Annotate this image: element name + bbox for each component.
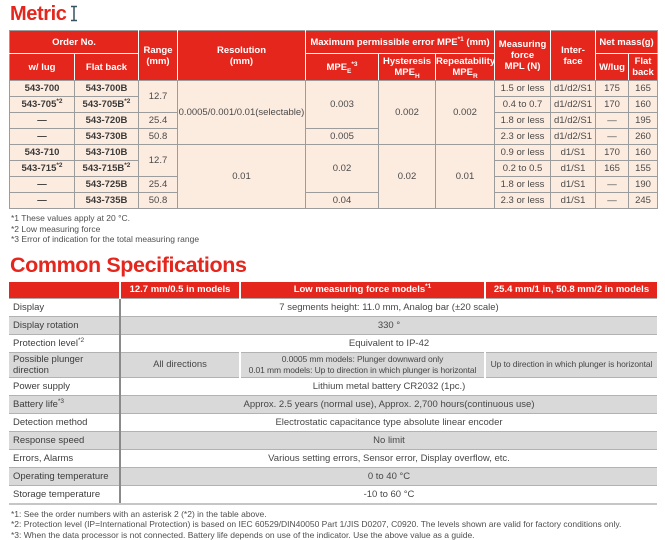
blank-header-cell bbox=[9, 282, 120, 299]
cell-mass-flat: 155 bbox=[629, 161, 658, 177]
measuring-force-header: Measuring force MPL (N) bbox=[495, 31, 551, 81]
table-row bbox=[9, 467, 657, 485]
table-row bbox=[10, 81, 658, 97]
spec-value: No limit bbox=[120, 431, 657, 449]
cell-force: 2.3 or less bbox=[495, 193, 551, 209]
order-asterisk: *2 bbox=[124, 162, 130, 169]
cell-range: 12.7 bbox=[139, 81, 178, 113]
text-cursor-icon bbox=[69, 5, 79, 27]
net-mass-header: Net mass(g) bbox=[596, 31, 658, 54]
cell-mpe: 0.04 bbox=[306, 193, 379, 209]
cell-order-flat: 543-730B bbox=[75, 129, 139, 145]
spec-label: Response speed bbox=[9, 431, 120, 449]
cell-range: 25.4 bbox=[139, 113, 178, 129]
table-row bbox=[9, 377, 657, 395]
table-row bbox=[10, 129, 658, 145]
cell-force: 0.4 to 0.7 bbox=[495, 97, 551, 113]
table-row bbox=[9, 431, 657, 449]
table-row bbox=[10, 145, 658, 161]
cell-interface: d1/S1 bbox=[551, 161, 596, 177]
cell-mpe: 0.003 bbox=[306, 81, 379, 129]
cell-interface: d1/d2/S1 bbox=[551, 97, 596, 113]
cell-mass-flat: 245 bbox=[629, 193, 658, 209]
spec-value-127-models: All directions bbox=[120, 352, 240, 377]
cell-interface: d1/S1 bbox=[551, 145, 596, 161]
cell-order-lug: — bbox=[10, 113, 75, 129]
cell-resolution: 0.0005/0.001/0.01(selectable) bbox=[178, 81, 306, 145]
order-no-header: Order No. bbox=[10, 31, 139, 54]
table-row bbox=[10, 193, 658, 209]
low-force-models-header: Low measuring force models$^{*1}$ bbox=[240, 282, 485, 299]
repeatability-header: Repeatability $MPE_R$ bbox=[436, 54, 495, 81]
spec-label: Power supply bbox=[9, 377, 120, 395]
spec-label: Possible plunger direction bbox=[9, 352, 120, 377]
models-127-header: 12.7 mm/0.5 in models bbox=[120, 282, 240, 299]
hysteresis-header: Hysteresis $MPE_H$ bbox=[379, 54, 436, 81]
mpee-header: $MPE_E^{*3}$ bbox=[306, 54, 379, 81]
spec-label: Display bbox=[9, 298, 120, 316]
cell-range: 12.7 bbox=[139, 145, 178, 177]
cell-force: 1.8 or less bbox=[495, 113, 551, 129]
cell-interface: d1/S1 bbox=[551, 177, 596, 193]
spec-value: 330 ° bbox=[120, 316, 657, 334]
cell-order-flat: 543-700B bbox=[75, 81, 139, 97]
cell-interface: d1/d2/S1 bbox=[551, 81, 596, 97]
cell-mass-lug: 165 bbox=[596, 161, 629, 177]
order-asterisk: *2 bbox=[56, 162, 62, 169]
spec-value: Approx. 2.5 years (normal use), Approx. 2,700 hours(continuous use) bbox=[120, 395, 657, 413]
spec-label: Detection method bbox=[9, 413, 120, 431]
spec-label: Display rotation bbox=[9, 316, 120, 334]
table-row bbox=[9, 352, 657, 377]
cell-order-lug: 543-710 bbox=[10, 145, 75, 161]
spec-label: Battery life$^{*3}$ bbox=[9, 395, 120, 413]
metric-header-row-1 bbox=[10, 31, 658, 54]
cell-mass-lug: 170 bbox=[596, 145, 629, 161]
cell-mass-lug: — bbox=[596, 193, 629, 209]
spec-label: Errors, Alarms bbox=[9, 449, 120, 467]
cell-mass-lug: — bbox=[596, 177, 629, 193]
cell-mass-flat: 195 bbox=[629, 113, 658, 129]
cell-mpe: 0.005 bbox=[306, 129, 379, 145]
spec-value: Lithium metal battery CR2032 (1pc.) bbox=[120, 377, 657, 395]
cell-mass-flat: 190 bbox=[629, 177, 658, 193]
cell-order-flat: 543-725B bbox=[75, 177, 139, 193]
cell-force: 1.8 or less bbox=[495, 177, 551, 193]
footnote: *1 These values apply at 20 °C. bbox=[11, 213, 657, 224]
mass-flat-back-header: Flat back bbox=[629, 54, 658, 81]
cell-mpe: 0.02 bbox=[306, 145, 379, 193]
cell-order-lug: 543-705$^{*2}$ bbox=[10, 97, 75, 113]
spec-value: 7 segments height: 11.0 mm, Analog bar (±20 scale) bbox=[120, 298, 657, 316]
table-row bbox=[9, 334, 657, 352]
cell-force: 0.9 or less bbox=[495, 145, 551, 161]
cell-mass-flat: 165 bbox=[629, 81, 658, 97]
cell-hysteresis: 0.002 bbox=[379, 81, 436, 145]
common-section-title: Common Specifications bbox=[10, 253, 657, 278]
cell-order-lug: 543-700 bbox=[10, 81, 75, 97]
spec-label: Storage temperature bbox=[9, 485, 120, 504]
cell-order-flat: 543-735B bbox=[75, 193, 139, 209]
cell-repeatability: 0.002 bbox=[436, 81, 495, 145]
cell-interface: d1/d2/S1 bbox=[551, 129, 596, 145]
footnote: *2: Protection level (IP=International Protection) is based on IEC 60529/DIN40050 Part 1/JIS D0207, C0920. The levels shown are valid for factory conditions only. bbox=[11, 519, 657, 530]
cell-mass-lug: 175 bbox=[596, 81, 629, 97]
spec-label: Protection level$^{*2}$ bbox=[9, 334, 120, 352]
common-footnotes bbox=[11, 509, 657, 540]
mpe-group-header: Maximum permissible error MPE$^{*1}$ (mm) bbox=[306, 31, 495, 54]
cell-order-flat: $543-715B^{*2}$ bbox=[75, 161, 139, 177]
cell-interface: d1/S1 bbox=[551, 193, 596, 209]
footnote: *1: See the order numbers with an asterisk 2 (*2) in the table above. bbox=[11, 509, 657, 520]
metric-title-row bbox=[9, 3, 657, 30]
cell-range: 25.4 bbox=[139, 177, 178, 193]
spec-value: Equivalent to IP-42 bbox=[120, 334, 657, 352]
spec-value: -10 to 60 °C bbox=[120, 485, 657, 504]
metric-footnotes bbox=[11, 213, 657, 245]
cell-force: 0.2 to 0.5 bbox=[495, 161, 551, 177]
table-row bbox=[9, 485, 657, 504]
cell-force: 1.5 or less bbox=[495, 81, 551, 97]
metric-section-title: Metric bbox=[10, 3, 67, 26]
spec-value-low-force-models: 0.0005 mm models: Plunger downward only 0.01 mm models: Up to direction in which plunger is horizontal bbox=[240, 352, 485, 377]
cell-order-flat: 543-720B bbox=[75, 113, 139, 129]
cell-force: 2.3 or less bbox=[495, 129, 551, 145]
cell-mass-flat: 160 bbox=[629, 145, 658, 161]
interface-header: Inter- face bbox=[551, 31, 596, 81]
common-header-row bbox=[9, 282, 657, 299]
spec-value: Various setting errors, Sensor error, Display overflow, etc. bbox=[120, 449, 657, 467]
cell-repeatability: 0.01 bbox=[436, 145, 495, 209]
cell-mass-lug: — bbox=[596, 113, 629, 129]
cell-hysteresis: 0.02 bbox=[379, 145, 436, 209]
cell-range: 50.8 bbox=[139, 193, 178, 209]
common-spec-table bbox=[9, 282, 657, 505]
cell-mass-flat: 260 bbox=[629, 129, 658, 145]
cell-resolution: 0.01 bbox=[178, 145, 306, 209]
cell-order-lug: — bbox=[10, 177, 75, 193]
table-row bbox=[9, 316, 657, 334]
cell-mass-lug: — bbox=[596, 129, 629, 145]
spec-value: Electrostatic capacitance type absolute linear encoder bbox=[120, 413, 657, 431]
cell-range: 50.8 bbox=[139, 129, 178, 145]
mass-w-lug-header: W/lug bbox=[596, 54, 629, 81]
w-lug-header: w/ lug bbox=[10, 54, 75, 81]
spec-value-254-508-models: Up to direction in which plunger is horizontal bbox=[485, 352, 657, 377]
metric-spec-table bbox=[9, 30, 658, 209]
resolution-header: Resolution (mm) bbox=[178, 31, 306, 81]
order-asterisk: *2 bbox=[124, 98, 130, 105]
range-header: Range (mm) bbox=[139, 31, 178, 81]
table-row bbox=[9, 449, 657, 467]
cell-interface: d1/d2/S1 bbox=[551, 113, 596, 129]
table-row bbox=[9, 395, 657, 413]
models-254-508-header: 25.4 mm/1 in, 50.8 mm/2 in models bbox=[485, 282, 657, 299]
spec-value: 0 to 40 °C bbox=[120, 467, 657, 485]
cell-order-flat: $543-705B^{*2}$ bbox=[75, 97, 139, 113]
footnote: *2 Low measuring force bbox=[11, 224, 657, 235]
flat-back-header: Flat back bbox=[75, 54, 139, 81]
order-asterisk: *2 bbox=[56, 98, 62, 105]
cell-order-lug: — bbox=[10, 193, 75, 209]
table-row bbox=[9, 413, 657, 431]
cell-mass-flat: 160 bbox=[629, 97, 658, 113]
table-row bbox=[9, 298, 657, 316]
spec-label: Operating temperature bbox=[9, 467, 120, 485]
cell-mass-lug: 170 bbox=[596, 97, 629, 113]
cell-order-lug: 543-715$^{*2}$ bbox=[10, 161, 75, 177]
footnote: *3: When the data processor is not connected. Battery life depends on use of the indicator. Use the above value as a guide. bbox=[11, 530, 657, 540]
cell-order-flat: 543-710B bbox=[75, 145, 139, 161]
footnote: *3 Error of indication for the total measuring range bbox=[11, 234, 657, 245]
cell-order-lug: — bbox=[10, 129, 75, 145]
